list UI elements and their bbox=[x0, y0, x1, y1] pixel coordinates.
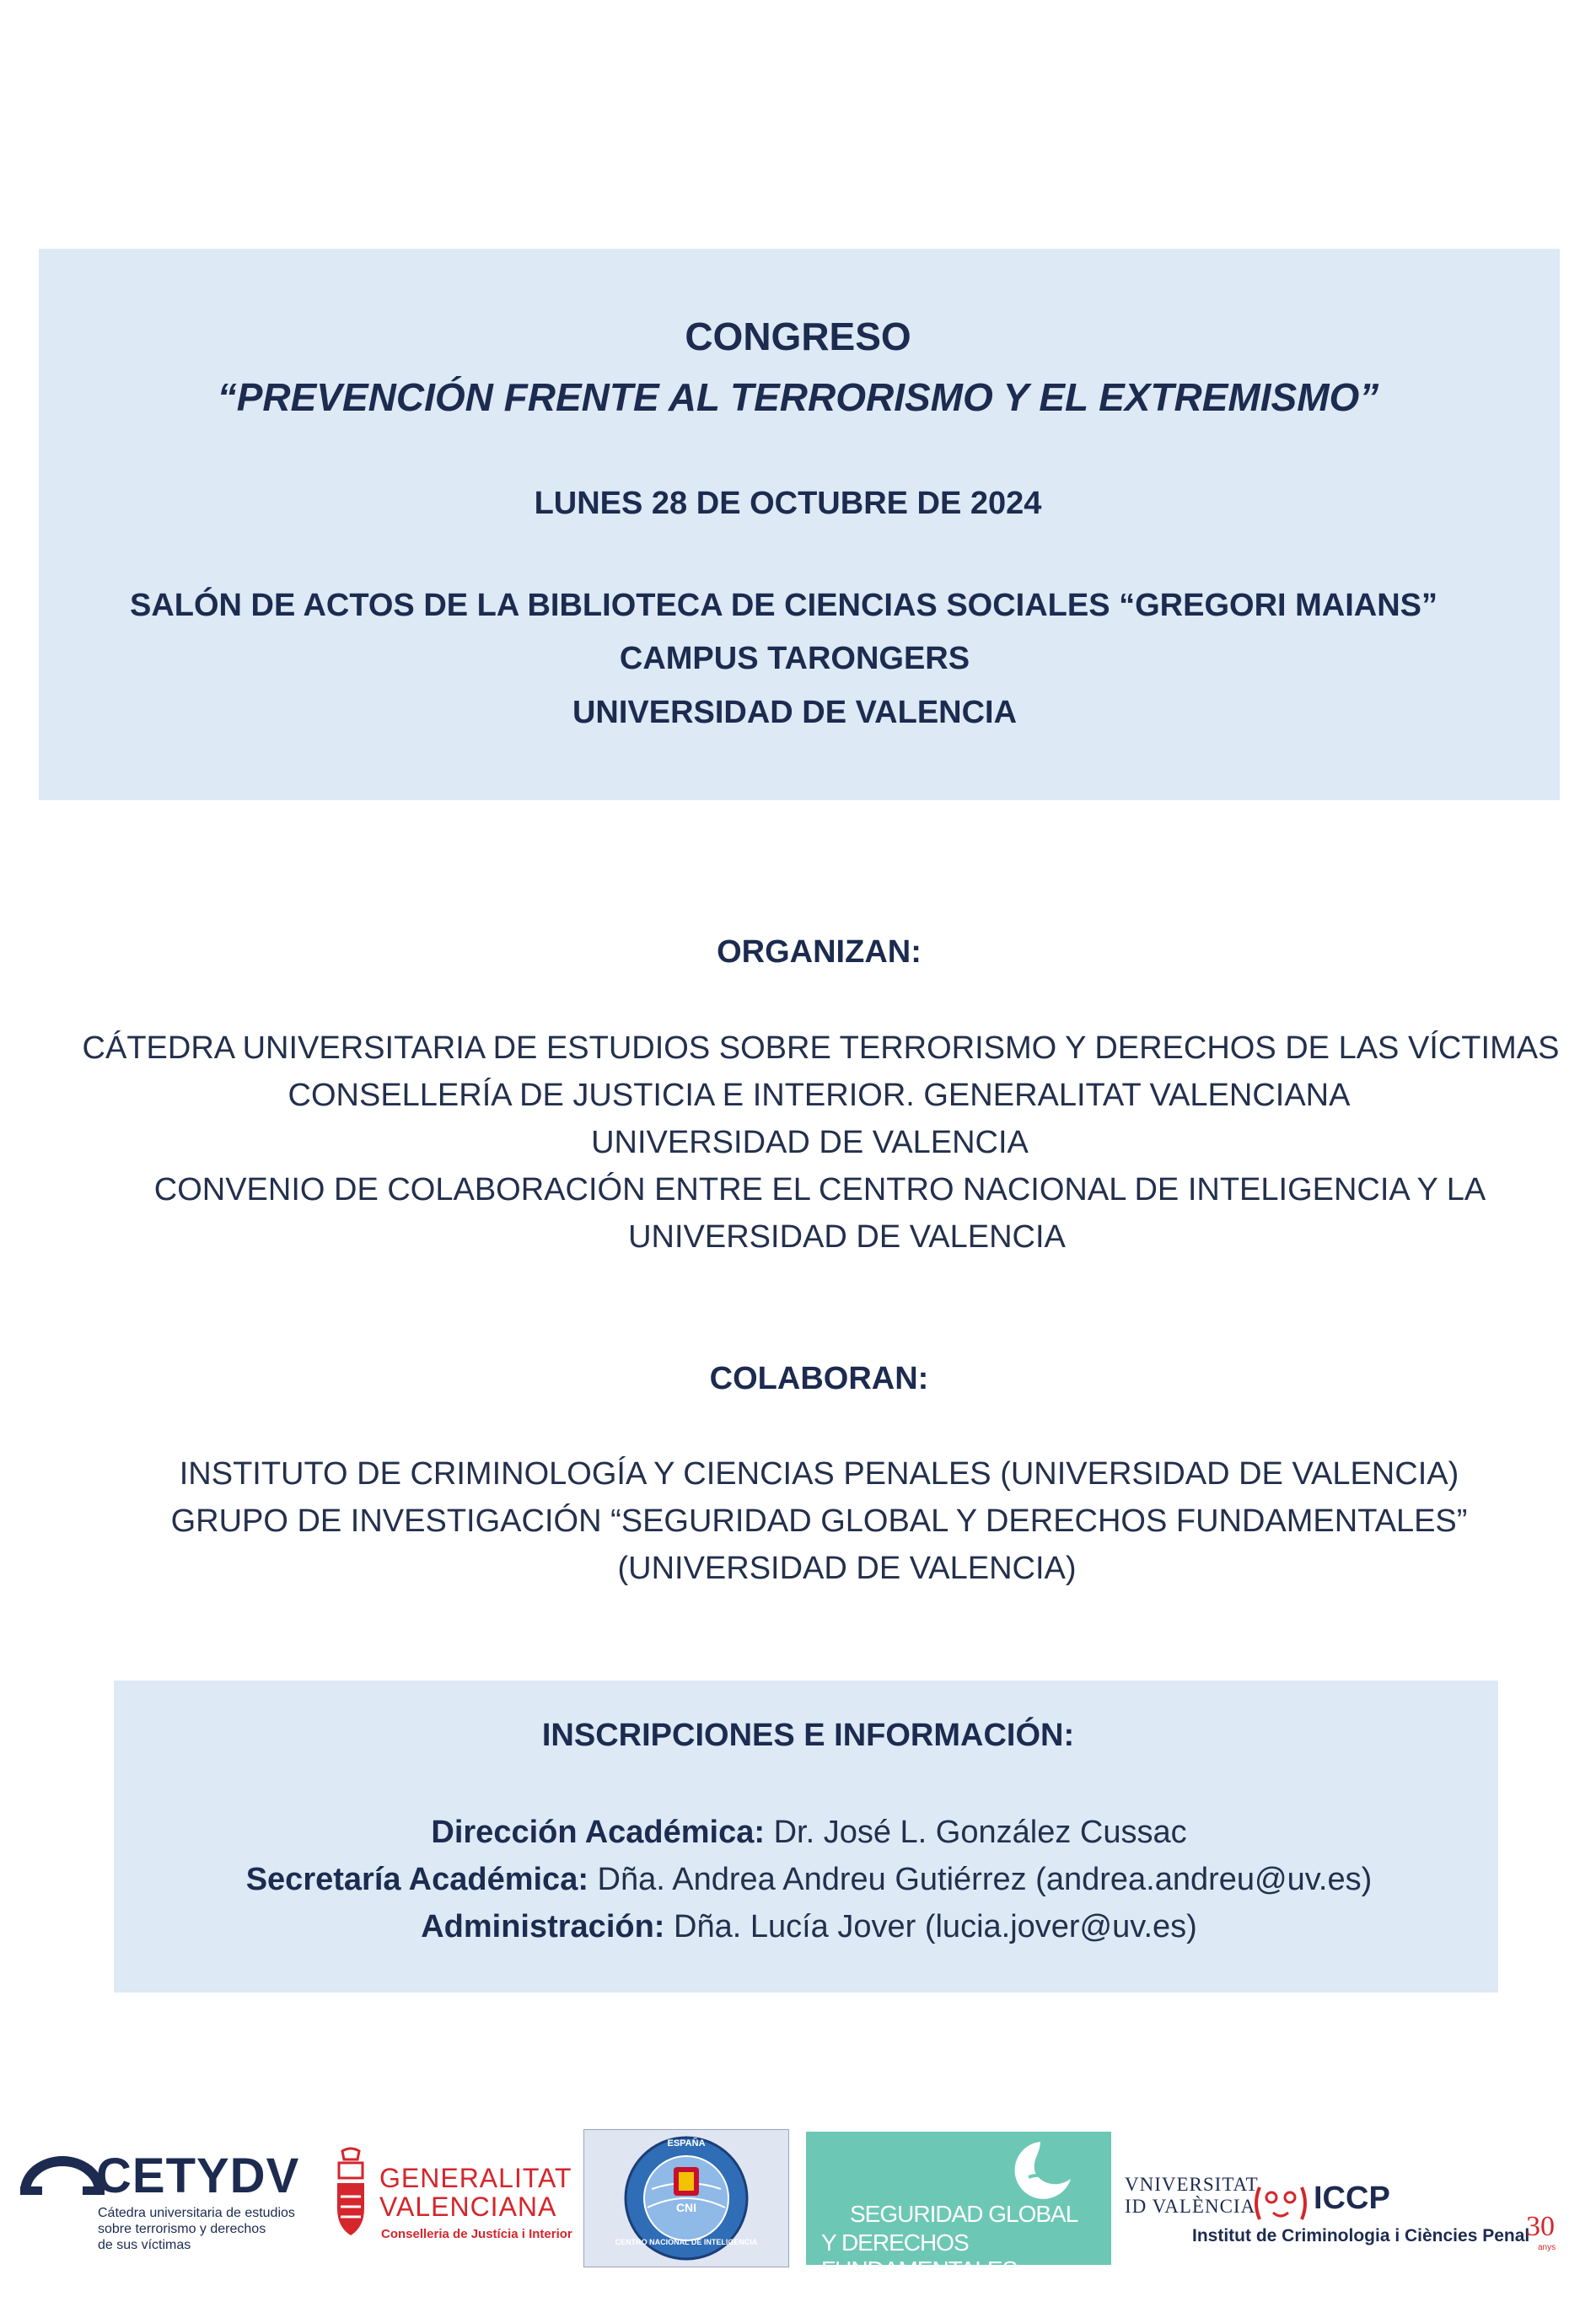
organizer-line: CÁTEDRA UNIVERSITARIA DE ESTUDIOS SOBRE TERRORISMO Y DERECHOS DE LAS VÍCTIMAS bbox=[82, 1030, 1560, 1066]
sgdf-logo bbox=[806, 2132, 1111, 2283]
sgdf-emblem-icon bbox=[1000, 2137, 1084, 2204]
iccp-fullname: Institut de Criminologia i Ciències Penal bbox=[1192, 2226, 1530, 2245]
cni-ring-text: CENTRO NACIONAL DE INTELIGENCIA bbox=[615, 2238, 758, 2246]
venue-line: SALÓN DE ACTOS DE LA BIBLIOTECA DE CIENCIAS SOCIALES “GREGORI MAIANS” bbox=[129, 588, 1438, 623]
iccp-brackets-icon bbox=[1251, 2184, 1310, 2223]
venue-line: UNIVERSIDAD DE VALENCIA bbox=[572, 695, 1018, 730]
uv-line2: ID VALÈNCIA bbox=[1125, 2196, 1256, 2217]
generalitat-conselleria: Conselleria de Justícia i Interior bbox=[381, 2227, 572, 2241]
generalitat-emblem-icon bbox=[330, 2146, 371, 2247]
cetydv-subtitle bbox=[98, 2205, 295, 2253]
contact-direccion bbox=[11, 1815, 1596, 1851]
contact-value: Dr. José L. González Cussac bbox=[765, 1815, 1187, 1850]
uv-line1: VNIVERSITAT bbox=[1125, 2174, 1259, 2195]
cetydv-logo bbox=[20, 2149, 315, 2256]
generalitat-line1: GENERALITAT bbox=[379, 2163, 572, 2193]
iccp-anniversary-badge bbox=[1526, 2211, 1572, 2256]
generalitat-logo bbox=[330, 2146, 575, 2256]
organizers-heading: ORGANIZAN: bbox=[717, 934, 922, 970]
contact-secretaria bbox=[11, 1862, 1596, 1898]
iccp-anys-label: anys bbox=[1538, 2243, 1556, 2252]
organizer-line: UNIVERSIDAD DE VALENCIA bbox=[591, 1125, 1029, 1160]
contact-label: Administración: bbox=[421, 1909, 665, 1944]
collaborator-line: (UNIVERSIDAD DE VALENCIA) bbox=[617, 1551, 1077, 1586]
venue-line: CAMPUS TARONGERS bbox=[619, 641, 970, 676]
event-type: CONGRESO bbox=[685, 315, 911, 358]
cetydv-subtitle-line: de sus víctimas bbox=[98, 2238, 191, 2252]
cetydv-subtitle-line: sobre terrorismo y derechos bbox=[98, 2222, 266, 2236]
cetydv-subtitle-line: Cátedra universitaria de estudios bbox=[98, 2206, 295, 2220]
cetydv-arch-icon bbox=[20, 2154, 105, 2197]
collaborators-heading: COLABORAN: bbox=[709, 1361, 929, 1396]
info-heading: INSCRIPCIONES E INFORMACIÓN: bbox=[541, 1718, 1075, 1753]
collaborator-line: INSTITUTO DE CRIMINOLOGÍA Y CIENCIAS PENALES (UNIVERSIDAD DE VALENCIA) bbox=[179, 1456, 1459, 1492]
cni-logo bbox=[583, 2129, 789, 2267]
event-title: “PREVENCIÓN FRENTE AL TERRORISMO Y EL EXTREMISMO” bbox=[217, 375, 1379, 419]
iccp-head-icon bbox=[1251, 2184, 1310, 2223]
contact-label: Dirección Académica: bbox=[431, 1815, 766, 1850]
sgdf-line2: Y DERECHOS FUNDAMENTALES bbox=[821, 2229, 1018, 2283]
event-date: LUNES 28 DE OCTUBRE DE 2024 bbox=[534, 486, 1042, 521]
iccp-acronym: ICCP bbox=[1314, 2181, 1390, 2216]
organizer-line: CONSELLERÍA DE JUSTICIA E INTERIOR. GENERALITAT VALENCIANA bbox=[287, 1078, 1351, 1113]
organizer-line: CONVENIO DE COLABORACIÓN ENTRE EL CENTRO NACIONAL DE INTELIGENCIA Y LA bbox=[153, 1172, 1486, 1207]
collaborator-line: GRUPO DE INVESTIGACIÓN “SEGURIDAD GLOBAL Y DERECHOS FUNDAMENTALES” bbox=[170, 1503, 1468, 1539]
cni-top-text: ESPAÑA bbox=[667, 2138, 706, 2149]
contact-label: Secretaría Académica: bbox=[245, 1862, 588, 1897]
organizer-line: UNIVERSIDAD DE VALENCIA bbox=[628, 1219, 1066, 1255]
sgdf-line1: SEGURIDAD GLOBAL bbox=[850, 2201, 1078, 2227]
contact-administracion bbox=[11, 1909, 1596, 1945]
iccp-anys-number: 30 bbox=[1526, 2211, 1555, 2242]
generalitat-line2: VALENCIANA bbox=[379, 2192, 557, 2222]
cni-acronym: CNI bbox=[675, 2201, 697, 2214]
contact-value: Dña. Andrea Andreu Gutiérrez (andrea.andreu@uv.es) bbox=[588, 1862, 1373, 1897]
cetydv-name: CETYDV bbox=[96, 2149, 300, 2203]
contact-value: Dña. Lucía Jover (lucia.jover@uv.es) bbox=[664, 1909, 1197, 1944]
